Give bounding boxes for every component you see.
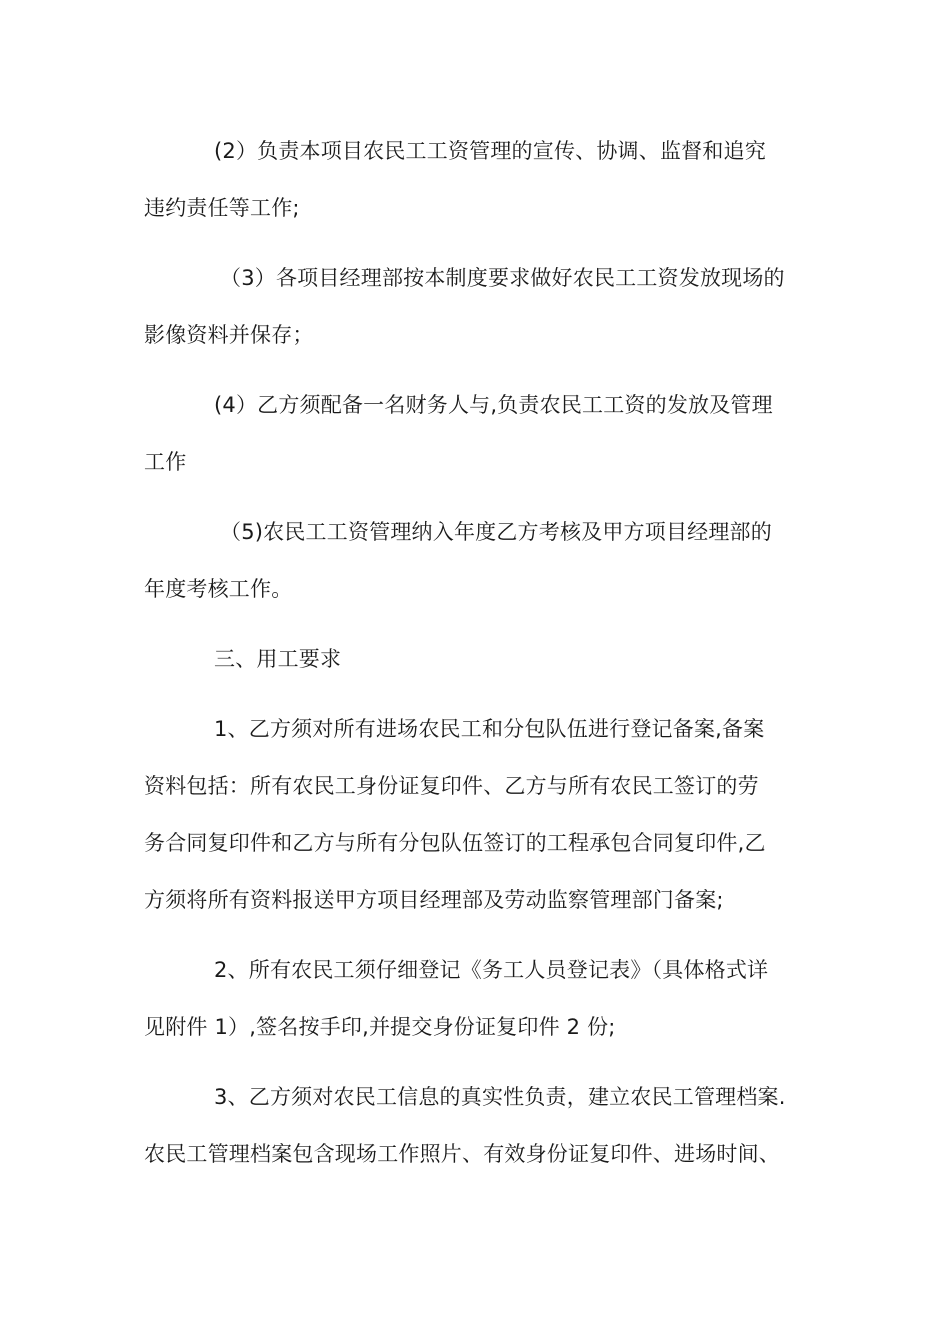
item-1-line-2: 资料包括：所有农民工身份证复印件、乙方与所有农民工签订的劳 [144,774,759,798]
item-1-line-3: 务合同复印件和乙方与所有分包队伍签订的工程承包合同复印件,乙 [144,831,766,855]
item-3-line-2: 农民工管理档案包含现场工作照片、有效身份证复印件、进场时间、 [144,1142,780,1166]
paragraph-3-line-1: （3）各项目经理部按本制度要求做好农民工工资发放现场的 [220,266,785,290]
item-1-line-1: 1、乙方须对所有进场农民工和分包队伍进行登记备案,备案 [214,717,765,741]
paragraph-4-line-2: 工作 [144,450,187,474]
paragraph-2-line-2: 违约责任等工作; [144,196,300,220]
paragraph-2-line-1: (2）负责本项目农民工工资管理的宣传、协调、监督和追究 [214,139,766,163]
section-heading: 三、用工要求 [214,647,342,671]
item-3-line-1: 3、乙方须对农民工信息的真实性负责，建立农民工管理档案. [214,1085,786,1109]
paragraph-3-line-2: 影像资料并保存； [144,323,314,347]
paragraph-5-line-1: （5)农民工工资管理纳入年度乙方考核及甲方项目经理部的 [220,520,772,544]
paragraph-4-line-1: (4）乙方须配备一名财务人与,负责农民工工资的发放及管理 [214,393,773,417]
paragraph-5-line-2: 年度考核工作。 [144,577,293,601]
item-2-line-1: 2、所有农民工须仔细登记《务工人员登记表》（具体格式详 [214,958,769,982]
item-1-line-4: 方须将所有资料报送甲方项目经理部及劳动监察管理部门备案; [144,888,724,912]
item-2-line-2: 见附件 1）,签名按手印,并提交身份证复印件 2 份; [144,1015,616,1039]
